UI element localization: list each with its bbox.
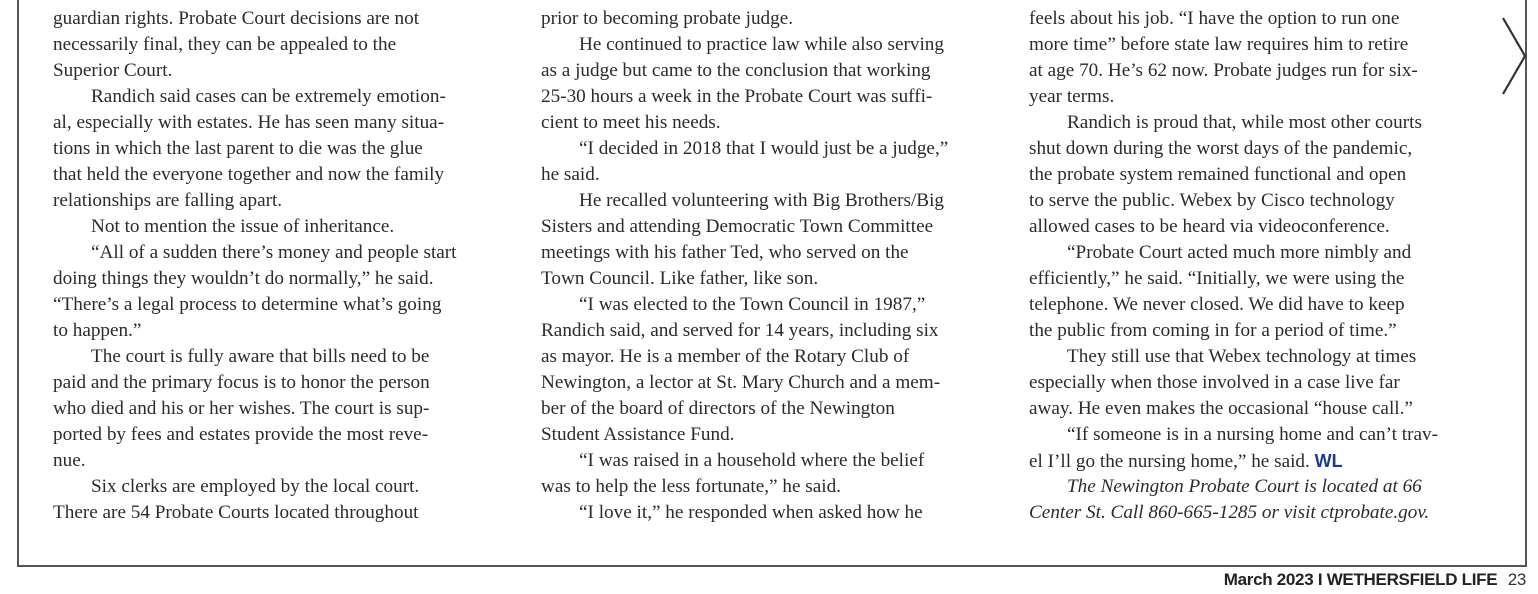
line-text: “Probate Court acted much more nimbly and (1067, 242, 1412, 263)
line-text: There are 54 Probate Courts located throughout (53, 502, 419, 523)
line-text: efficiently,” he said. “Initially, we were using the (1029, 268, 1405, 289)
article-line (53, 318, 513, 344)
line-text: cient to meet his needs. (541, 112, 721, 133)
line-text: Randich is proud that, while most other courts (1067, 112, 1422, 133)
article-line (53, 162, 513, 188)
article-line (541, 474, 1003, 500)
article-line (1029, 318, 1491, 344)
article-column-3 (1029, 6, 1491, 526)
article-line (1029, 448, 1491, 474)
article-line (1029, 214, 1491, 240)
article-line (541, 318, 1003, 344)
line-text: as mayor. He is a member of the Rotary Club of (541, 346, 910, 367)
line-text: more time” before state law requires him to retire (1029, 34, 1409, 55)
article-line (541, 500, 1003, 526)
line-text: doing things they wouldn’t do normally,” he said. (53, 268, 434, 289)
line-text: Randich said, and served for 14 years, including six (541, 320, 939, 341)
article-line (541, 214, 1003, 240)
article-line (53, 370, 513, 396)
article-line (1029, 422, 1491, 448)
line-text: allowed cases to be heard via videoconference. (1029, 216, 1390, 237)
article-line (541, 58, 1003, 84)
article-line (1029, 188, 1491, 214)
footer-date: March 2023 (1223, 570, 1314, 589)
article-line (53, 58, 513, 84)
article-line (541, 188, 1003, 214)
article-line (1029, 84, 1491, 110)
article-line (53, 240, 513, 266)
line-text: “All of a sudden there’s money and people start (91, 242, 457, 263)
line-text: Student Assistance Fund. (541, 424, 735, 445)
line-text: was to help the less fortunate,” he said. (541, 476, 841, 497)
article-line (541, 136, 1003, 162)
line-text: Newington, a lector at St. Mary Church and a mem- (541, 372, 941, 393)
article-line (541, 162, 1003, 188)
line-text: Town Council. Like father, like son. (541, 268, 819, 289)
line-text: the probate system remained functional and open (1029, 164, 1407, 185)
chevron-right-icon[interactable] (1500, 16, 1530, 98)
line-text: year terms. (1029, 86, 1115, 107)
article-line (541, 6, 1003, 32)
article-line (1029, 6, 1491, 32)
article-line (53, 214, 513, 240)
article-line (53, 474, 513, 500)
line-text: shut down during the worst days of the pandemic, (1029, 138, 1413, 159)
line-text: telephone. We never closed. We did have to keep (1029, 294, 1405, 315)
article-line (541, 370, 1003, 396)
line-text: “I love it,” he responded when asked how he (579, 502, 923, 523)
article-line (541, 422, 1003, 448)
line-text: “I was elected to the Town Council in 1987,” (579, 294, 926, 315)
article-line (1029, 266, 1491, 292)
line-text: tions in which the last parent to die was the glue (53, 138, 423, 159)
line-text: Randich said cases can be extremely emotion- (91, 86, 446, 107)
line-text: Six clerks are employed by the local court. (91, 476, 420, 497)
line-text: to happen.” (53, 320, 142, 341)
line-text: ported by fees and estates provide the most reve- (53, 424, 429, 445)
article-line (53, 6, 513, 32)
article-line (53, 188, 513, 214)
article-line (541, 266, 1003, 292)
line-text: at age 70. He’s 62 now. Probate judges run for six- (1029, 60, 1418, 81)
article-line (53, 292, 513, 318)
line-text: prior to becoming probate judge. (541, 8, 794, 29)
line-text: especially when those involved in a case live far (1029, 372, 1400, 393)
line-text: necessarily final, they can be appealed to the (53, 34, 397, 55)
article-column-1 (53, 6, 513, 526)
article-line (53, 396, 513, 422)
line-text: Not to mention the issue of inheritance. (91, 216, 395, 237)
line-text: He continued to practice law while also serving (579, 34, 944, 55)
line-text: “If someone is in a nursing home and can’t trav- (1067, 424, 1439, 445)
article-line (541, 448, 1003, 474)
article-line (1029, 136, 1491, 162)
article-line (1029, 474, 1491, 500)
line-text: paid and the primary focus is to honor the person (53, 372, 430, 393)
article-line (1029, 58, 1491, 84)
article-line (53, 344, 513, 370)
line-text: away. He even makes the occasional “house call.” (1029, 398, 1413, 419)
line-text: “I was raised in a household where the belief (579, 450, 925, 471)
line-text: el I’ll go the nursing home,” he said. (1029, 451, 1310, 472)
article-line (1029, 370, 1491, 396)
line-text: Superior Court. (53, 60, 173, 81)
article-line (53, 266, 513, 292)
line-text: He recalled volunteering with Big Brothers/Big (579, 190, 945, 211)
article-line (541, 84, 1003, 110)
article-line (541, 396, 1003, 422)
article-line (1029, 162, 1491, 188)
article-line (1029, 32, 1491, 58)
end-mark-logo: WL (1314, 451, 1343, 471)
line-text: 25-30 hours a week in the Probate Court was suffi- (541, 86, 933, 107)
article-line (541, 292, 1003, 318)
article-line (53, 422, 513, 448)
article-line (1029, 344, 1491, 370)
article-line (1029, 240, 1491, 266)
line-text: “I decided in 2018 that I would just be a judge,” (579, 138, 949, 159)
article-line (1029, 292, 1491, 318)
article-line (541, 32, 1003, 58)
footer-publication: WETHERSFIELD LIFE (1326, 570, 1498, 589)
article-line (53, 136, 513, 162)
footer-separator: I (1317, 570, 1323, 589)
article-line (1029, 500, 1491, 526)
line-text: The Newington Probate Court is located at 66 (1067, 476, 1422, 497)
line-text: Sisters and attending Democratic Town Committee (541, 216, 934, 237)
article-line (53, 448, 513, 474)
article-line (53, 32, 513, 58)
page-footer (1224, 570, 1526, 590)
article-line (53, 84, 513, 110)
article-line (1029, 110, 1491, 136)
article-line (1029, 396, 1491, 422)
article-line (541, 344, 1003, 370)
article-column-2 (541, 6, 1003, 526)
line-text: the public from coming in for a period of time.” (1029, 320, 1397, 341)
article-line (541, 110, 1003, 136)
line-text: ber of the board of directors of the Newington (541, 398, 895, 419)
line-text: The court is fully aware that bills need to be (91, 346, 430, 367)
line-text: to serve the public. Webex by Cisco technology (1029, 190, 1395, 211)
line-text: al, especially with estates. He has seen many situa- (53, 112, 445, 133)
page-number: 23 (1507, 570, 1526, 589)
line-text: meetings with his father Ted, who served on the (541, 242, 909, 263)
line-text: who died and his or her wishes. The court is sup- (53, 398, 430, 419)
article-line (53, 500, 513, 526)
line-text: that held the everyone together and now the family (53, 164, 445, 185)
line-text: he said. (541, 164, 600, 185)
line-text: They still use that Webex technology at times (1067, 346, 1417, 367)
article-line (53, 110, 513, 136)
line-text: guardian rights. Probate Court decisions are not (53, 8, 420, 29)
line-text: feels about his job. “I have the option to run one (1029, 8, 1400, 29)
line-text: Center St. Call 860-665-1285 or visit ctprobate.gov. (1029, 502, 1430, 523)
line-text: “There’s a legal process to determine what’s going (53, 294, 442, 315)
line-text: relationships are falling apart. (53, 190, 283, 211)
line-text: as a judge but came to the conclusion that working (541, 60, 931, 81)
line-text: nue. (53, 450, 86, 471)
article-line (541, 240, 1003, 266)
